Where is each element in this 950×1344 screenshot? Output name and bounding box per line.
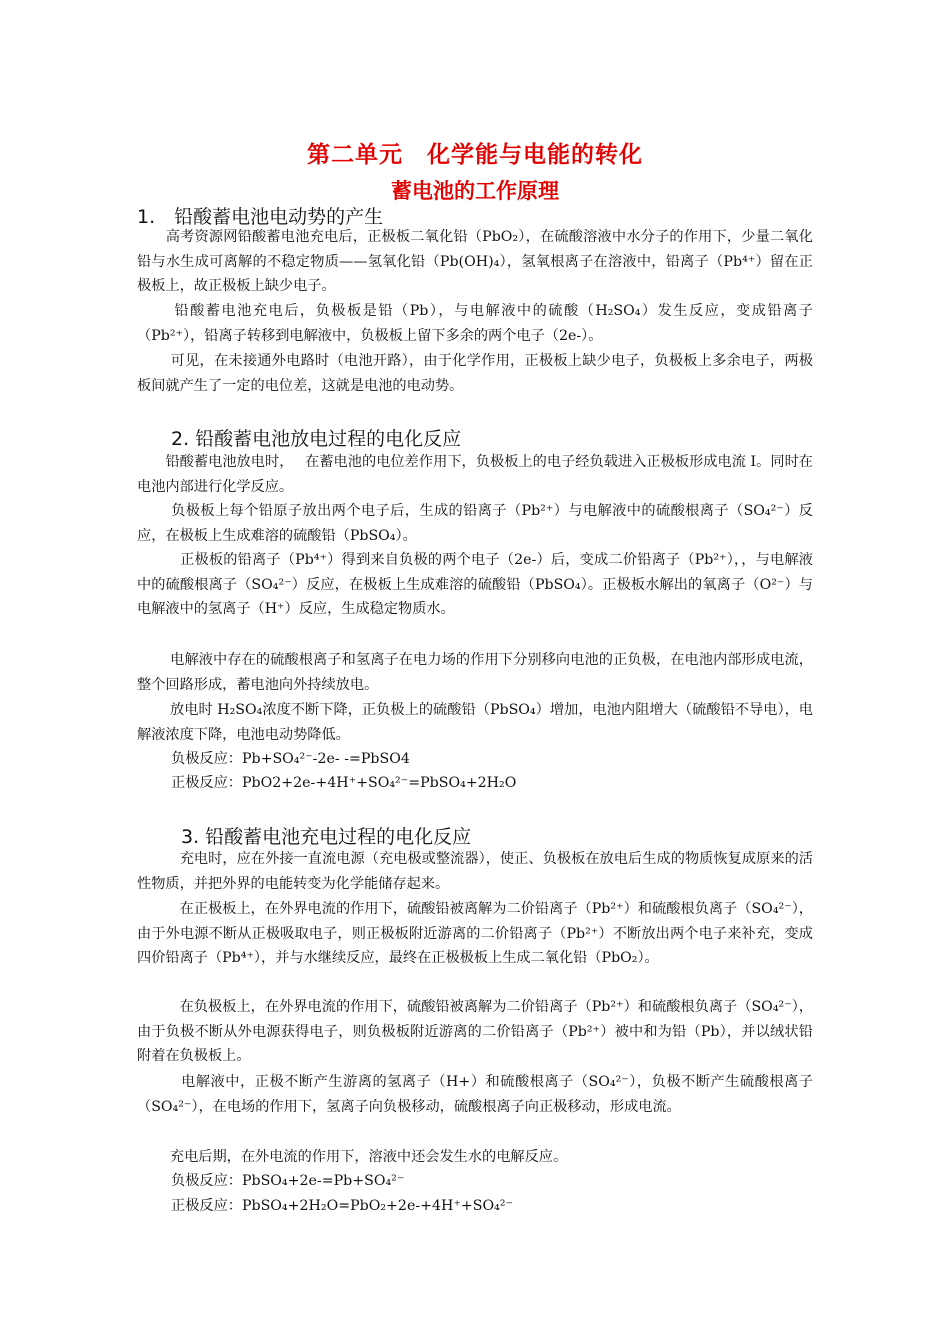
equation-positive: 正极反应：PbSO₄+2H₂O=PbO₂+2e-+4H⁺+SO₄²⁻ bbox=[171, 1198, 514, 1214]
paragraph: 在正极板上，在外界电流的作用下，硫酸铅被离解为二价铅离子（Pb²⁺）和硫酸根负离子（SO₄²⁻），由于外电源不断从正极吸取电子，则正极板附近游离的二价铅离子（Pb²⁺）不断放出两个电子来补充，变成四价铅离子（Pb⁴⁺），并与水继续反应，最终在正极极板上生成二氧化铅（PbO₂）。 bbox=[137, 901, 813, 967]
section-heading: 1. 铅酸蓄电池电动势的产生 bbox=[137, 206, 384, 228]
paragraph: 在负极板上，在外界电流的作用下，硫酸铅被离解为二价铅离子（Pb²⁺）和硫酸根负离子（SO₄²⁻），由于负极不断从外电源获得电子，则负极板附近游离的二价铅离子（Pb²⁺）被中和为铅（Pb），并以绒状铅附着在负极板上。 bbox=[137, 999, 813, 1065]
paragraph: 可见，在未接通外电路时（电池开路），由于化学作用，正极板上缺少电子，负极板上多余电子，两极板间就产生了一定的电位差，这就是电池的电动势。 bbox=[137, 353, 813, 394]
paragraph: 电解液中，正极不断产生游离的氢离子（H+）和硫酸根离子（SO₄²⁻），负极不断产生硫酸根离子（SO₄²⁻），在电场的作用下，氢离子向负极移动，硫酸根离子向正极移动，形成电流。 bbox=[137, 1074, 813, 1115]
lesson-subtitle: 蓄电池的工作原理 bbox=[391, 179, 559, 203]
paragraph: 铅酸蓄电池充电后，负极板是铅（Pb），与电解液中的硫酸（H₂SO₄）发生反应，变成铅离子（Pb²⁺），铅离子转移到电解液中，负极板上留下多余的两个电子（2e-）。 bbox=[137, 303, 813, 344]
paragraph: 负极板上每个铅原子放出两个电子后，生成的铅离子（Pb²⁺）与电解液中的硫酸根离子（SO₄²⁻）反应，在极板上生成难溶的硫酸铅（PbSO₄）。 bbox=[137, 503, 813, 544]
paragraph: 充电时，应在外接一直流电源（充电极或整流器），使正、负极板在放电后生成的物质恢复成原来的活性物质，并把外界的电能转变为化学能储存起来。 bbox=[137, 851, 813, 892]
equation-negative: 负极反应：PbSO₄+2e-=Pb+SO₄²⁻ bbox=[171, 1173, 405, 1189]
equation-negative: 负极反应：Pb+SO₄²⁻-2e- -=PbSO4 bbox=[171, 751, 410, 767]
paragraph: 充电后期，在外电流的作用下，溶液中还会发生水的电解反应。 bbox=[137, 1149, 568, 1165]
paragraph: 电解液中存在的硫酸根离子和氢离子在电力场的作用下分别移向电池的正负极，在电池内部形成电流，整个回路形成，蓄电池向外持续放电。 bbox=[137, 652, 813, 693]
equation-positive: 正极反应：PbO2+2e-+4H⁺+SO₄²⁻=PbSO₄+2H₂O bbox=[171, 775, 517, 791]
section-heading: 3. 铅酸蓄电池充电过程的电化反应 bbox=[181, 826, 472, 848]
paragraph: 高考资源网铅酸蓄电池充电后，正极板二氧化铅（PbO₂），在硫酸溶液中水分子的作用下，少量二氧化铅与水生成可离解的不稳定物质——氢氧化铅（Pb(OH)₄），氢氧根离子在溶液中，铅离子（Pb⁴⁺）留在正极板上，故正极板上缺少电子。 bbox=[137, 229, 813, 295]
paragraph: 正极板的铅离子（Pb⁴⁺）得到来自负极的两个电子（2e-）后，变成二价铅离子（Pb²⁺），，与电解液中的硫酸根离子（SO₄²⁻）反应，在极板上生成难溶的硫酸铅（PbSO₄）。正极板水解出的氧离子（O²⁻）与电解液中的氢离子（H⁺）反应，生成稳定物质水。 bbox=[137, 552, 813, 618]
paragraph: 放电时 H₂SO₄浓度不断下降，正负极上的硫酸铅（PbSO₄）增加，电池内阻增大（硫酸铅不导电），电解液浓度下降，电池电动势降低。 bbox=[137, 702, 813, 743]
paragraph: 铅酸蓄电池放电时， 在蓄电池的电位差作用下，负极板上的电子经负载进入正极板形成电流 I。同时在电池内部进行化学反应。 bbox=[137, 454, 813, 495]
unit-title: 第二单元 化学能与电能的转化 bbox=[307, 142, 643, 168]
section-heading: 2. 铅酸蓄电池放电过程的电化反应 bbox=[171, 428, 462, 450]
